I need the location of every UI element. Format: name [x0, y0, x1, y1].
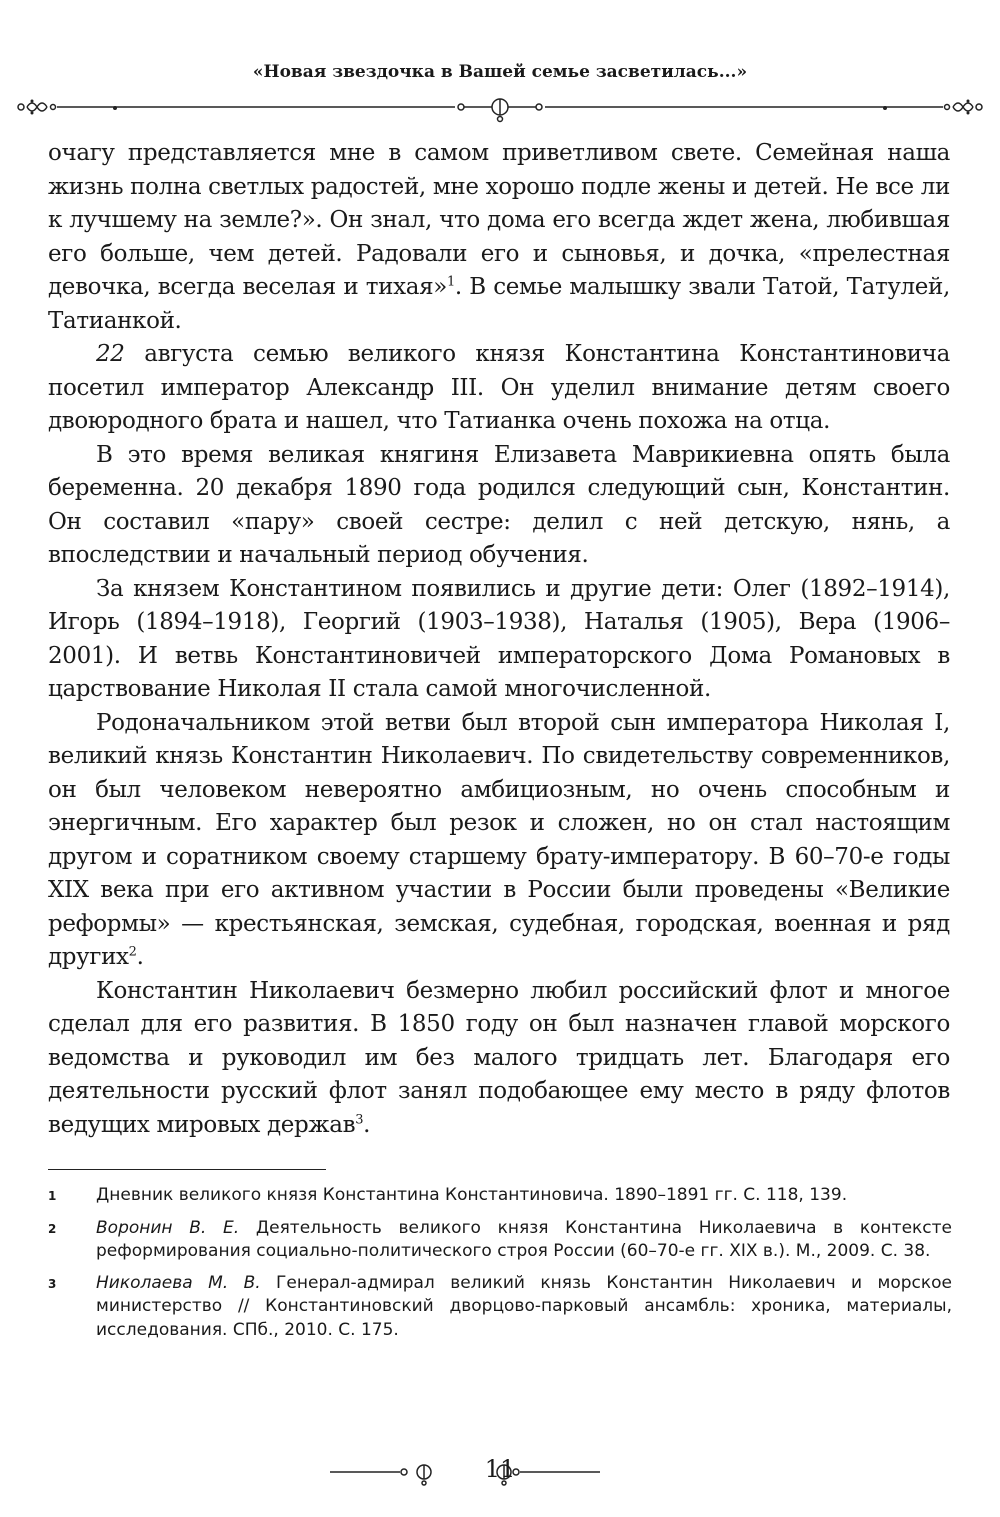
footnote-text: Дневник великого князя Константина Константиновича. 1890–1891 гг. С. 118, 139.: [96, 1185, 848, 1205]
running-title: «Новая звездочка в Вашей семье засветилась...»: [252, 62, 748, 82]
footnote-number: 3: [48, 1276, 57, 1291]
footnote-number: 1: [48, 1189, 57, 1203]
header-ornament-rule: [15, 95, 985, 125]
footnote-number: 2: [48, 1221, 57, 1236]
footnote-ref[interactable]: 1: [446, 274, 455, 290]
body-text: [48, 137, 950, 1142]
page-footer: [0, 1452, 1000, 1492]
paragraph: В это время великая княгиня Елизавета Маврикиевна опять была беременна. 20 декабря 1890 года родился следующий сын, Константин. Он составил «пару» своей сестре: делил с ней детскую, нянь, а впоследствии и начальный период обучения.: [48, 441, 950, 568]
footnote: [48, 1217, 952, 1264]
footnote-separator: [48, 1169, 326, 1170]
footnote-ref[interactable]: 2: [128, 944, 137, 960]
page-number: 11: [484, 1455, 516, 1483]
footnote: [48, 1184, 952, 1209]
paragraph: Константин Николаевич безмерно любил российский флот и многое сделал для его развития. В 1850 году он был назначен главой морского ведомства и руководил им без малого тридцать лет. Благодаря его деятельности русский флот занял подобающее ему место в ряду флотов ведущих мировых держав$^3$.: [48, 977, 950, 1138]
footnotes: [48, 1184, 952, 1350]
footnote-text: Николаева М. В. Генерал-адмирал великий князь Константин Николаевич и морское министерство // Константиновский дворцово-парковый ансамбль: хроника, материалы, исследования. СПб., 2010. С. 175.: [96, 1272, 952, 1340]
paragraph: 22 августа семью великого князя Константина Константиновича посетил император Александр III. Он уделил внимание детям своего двоюродного брата и нашел, что Татианка очень похожа на отца.: [48, 341, 950, 434]
footnote: [48, 1272, 952, 1343]
footnote-ref[interactable]: 3: [355, 1111, 364, 1127]
paragraph: Родоначальником этой ветви был второй сын императора Николая I, великий князь Константин Николаевич. По свидетельству современников, он был человеком невероятно амбициозным, но очень способным и энергичным. Его характер был резок и сложен, но он стал настоящим другом и соратником своему старшему брату-императору. В 60–70-е годы XIX века при его активном участии в России были проведены «Великие реформы» — крестьянская, земская, судебная, городская, военная и ряд других$^2$.: [48, 709, 950, 970]
paragraph: За князем Константином появились и другие дети: Олег (1892–1914), Игорь (1894–1918), Георгий (1903–1938), Наталья (1905), Вера (1906–2001). И ветвь Константиновичей императорского Дома Романовых в царствование Николая II стала самой многочисленной.: [48, 575, 950, 702]
paragraph: очагу представляется мне в самом приветливом свете. Семейная наша жизнь полна светлых радостей, мне хорошо подле жены и детей. Не все ли к лучшему на земле?». Он знал, что дома его всегда ждет жена, любившая его больше, чем детей. Радовали его и сыновья, и дочка, «прелестная девочка, всегда веселая и тихая»$^1$. В семье малышку звали Татой, Татулей, Татианкой.: [48, 140, 950, 334]
footnote-text: Воронин В. Е. Деятельность великого князя Константина Николаевича в контексте реформирования социально-политического строя России (60–70-е гг. XIX в.). М., 2009. С. 38.: [96, 1217, 953, 1261]
